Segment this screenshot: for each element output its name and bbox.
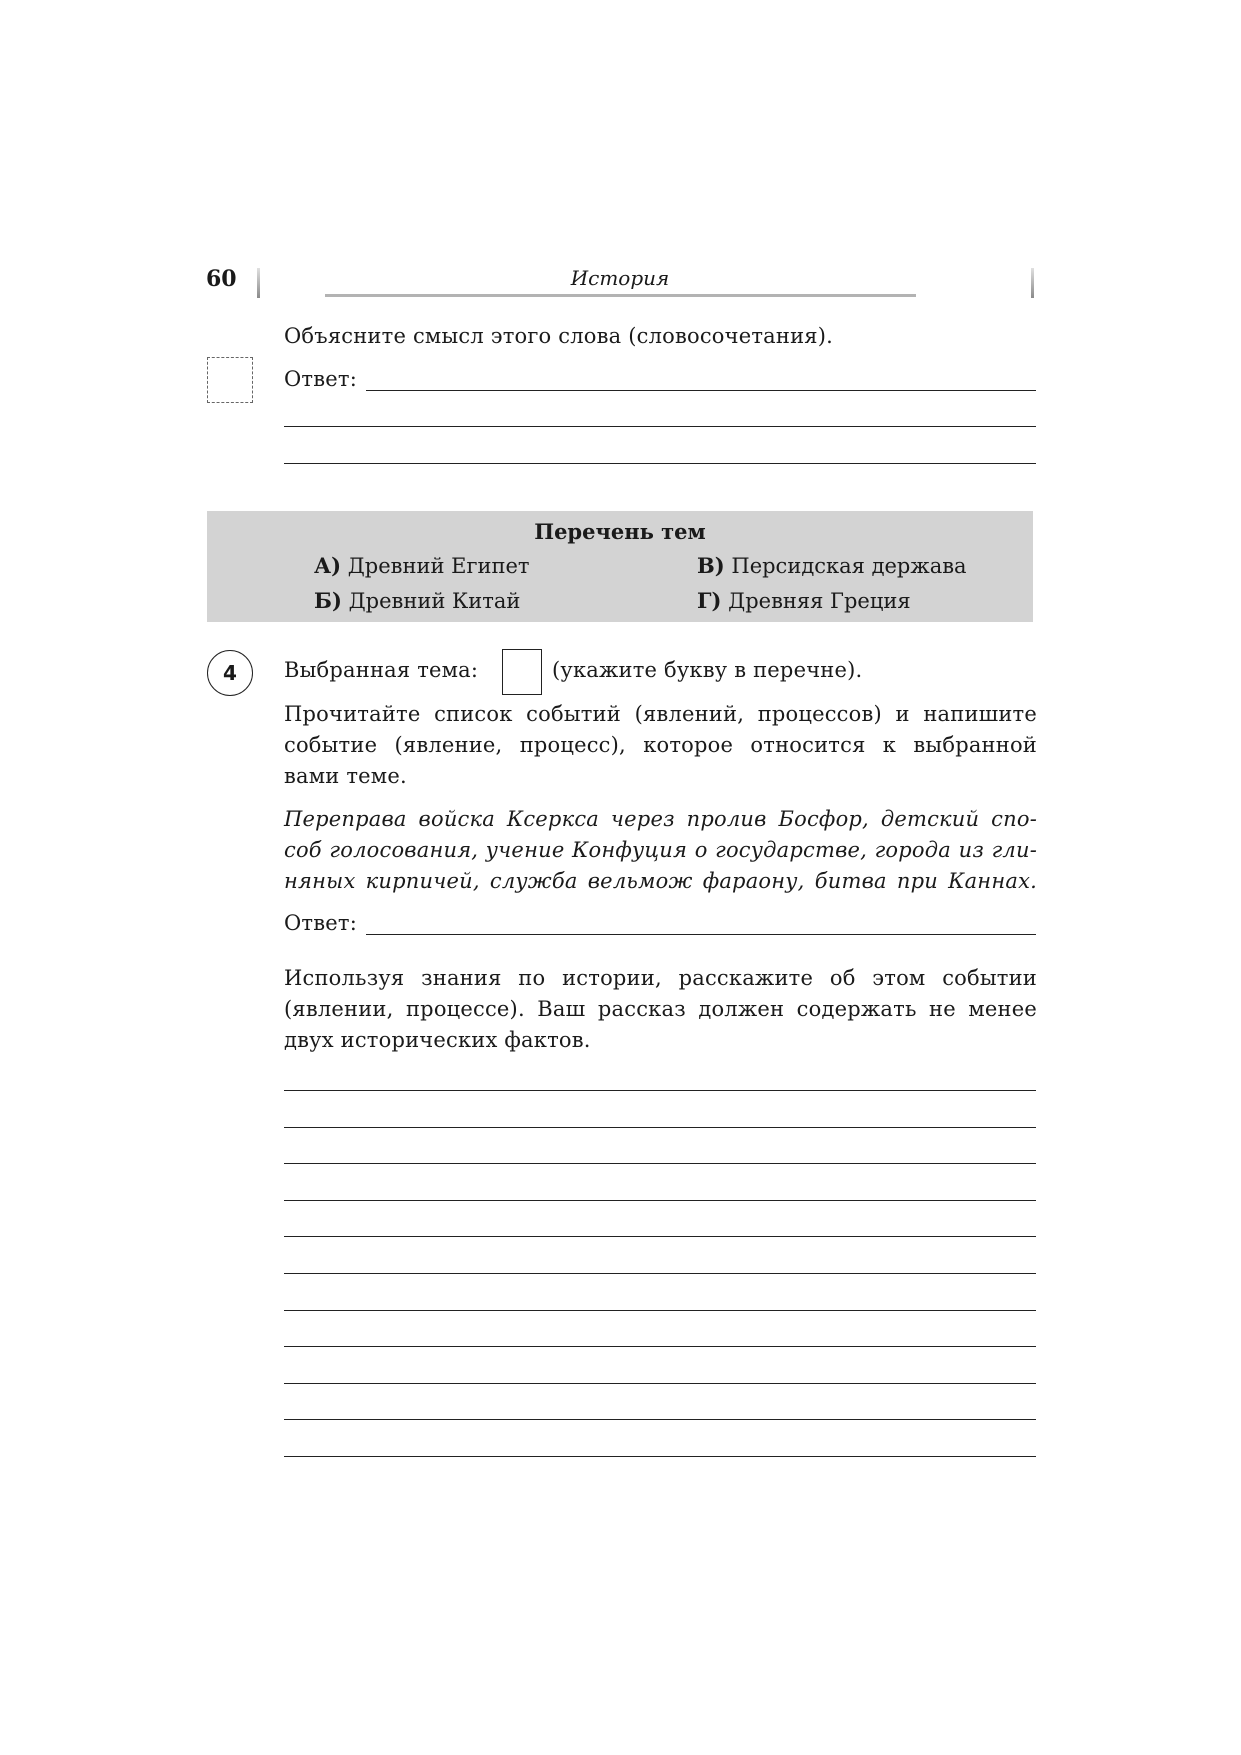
writing-line[interactable]	[284, 1310, 1036, 1311]
task4-instruction	[284, 699, 1037, 792]
topic-item-a	[314, 553, 530, 578]
story-instruction-line: (явлении, процессе). Ваш рассказ должен содержать не менее	[284, 997, 1037, 1021]
chosen-topic-hint: (укажите букву в перечне).	[552, 658, 863, 682]
writing-line[interactable]	[284, 1127, 1036, 1128]
answer-line[interactable]	[366, 390, 1036, 391]
task4-answer-label: Ответ:	[284, 911, 357, 935]
instruction-line: событие (явление, процесс), которое относится к выбранной	[284, 733, 1037, 757]
topic-name: Древний Китай	[348, 589, 521, 613]
event-list	[284, 804, 1037, 897]
event-list-line: Переправа войска Ксеркса через пролив Босфор, детский спо-	[284, 807, 1037, 831]
header-rule	[325, 294, 916, 297]
writing-line[interactable]	[284, 1200, 1036, 1201]
story-instruction-line: Используя знания по истории, расскажите об этом событии	[284, 966, 1037, 990]
page-number: 60	[206, 266, 237, 292]
topic-name: Древний Египет	[347, 554, 530, 578]
event-list-line: няных кирпичей, служба вельмож фараону, битва при Каннах.	[284, 869, 1037, 893]
writing-line[interactable]	[284, 1273, 1036, 1274]
writing-line[interactable]	[284, 1346, 1036, 1347]
writing-line[interactable]	[284, 1383, 1036, 1384]
writing-line[interactable]	[284, 1419, 1036, 1420]
topic-name: Древняя Греция	[728, 589, 911, 613]
story-instruction-line: двух исторических фактов.	[284, 1028, 591, 1052]
answer-label: Ответ:	[284, 367, 357, 391]
topic-item-b	[314, 588, 520, 613]
score-box[interactable]	[207, 357, 253, 403]
topic-list-box	[207, 511, 1033, 622]
answer-line[interactable]	[284, 426, 1036, 427]
writing-line[interactable]	[284, 1456, 1036, 1457]
topic-letter: Б)	[314, 588, 342, 613]
header-right-bar	[1031, 268, 1034, 298]
topic-name: Персидская держава	[731, 554, 967, 578]
header-left-bar	[257, 268, 260, 298]
answer-line[interactable]	[284, 463, 1036, 464]
writing-line[interactable]	[284, 1163, 1036, 1164]
instruction-line: Прочитайте список событий (явлений, процессов) и напишите	[284, 702, 1037, 726]
topic-letter: Г)	[697, 588, 722, 613]
chosen-topic-input[interactable]	[502, 649, 542, 695]
event-list-line: соб голосования, учение Конфуция о государстве, города из гли-	[284, 838, 1037, 862]
task-instruction: Объясните смысл этого слова (словосочетания).	[284, 324, 834, 348]
topic-letter: В)	[697, 553, 725, 578]
writing-line[interactable]	[284, 1236, 1036, 1237]
story-instruction	[284, 963, 1037, 1056]
instruction-line: вами теме.	[284, 764, 407, 788]
running-header-title: История	[570, 266, 670, 290]
chosen-topic-label: Выбранная тема:	[284, 658, 479, 682]
topic-list-heading: Перечень тем	[534, 519, 706, 544]
writing-line[interactable]	[284, 1090, 1036, 1091]
topic-letter: А)	[314, 553, 342, 578]
task4-answer-line[interactable]	[366, 934, 1036, 935]
topic-item-g	[697, 588, 911, 613]
task-number-badge: 4	[207, 650, 253, 696]
topic-item-v	[697, 553, 967, 578]
